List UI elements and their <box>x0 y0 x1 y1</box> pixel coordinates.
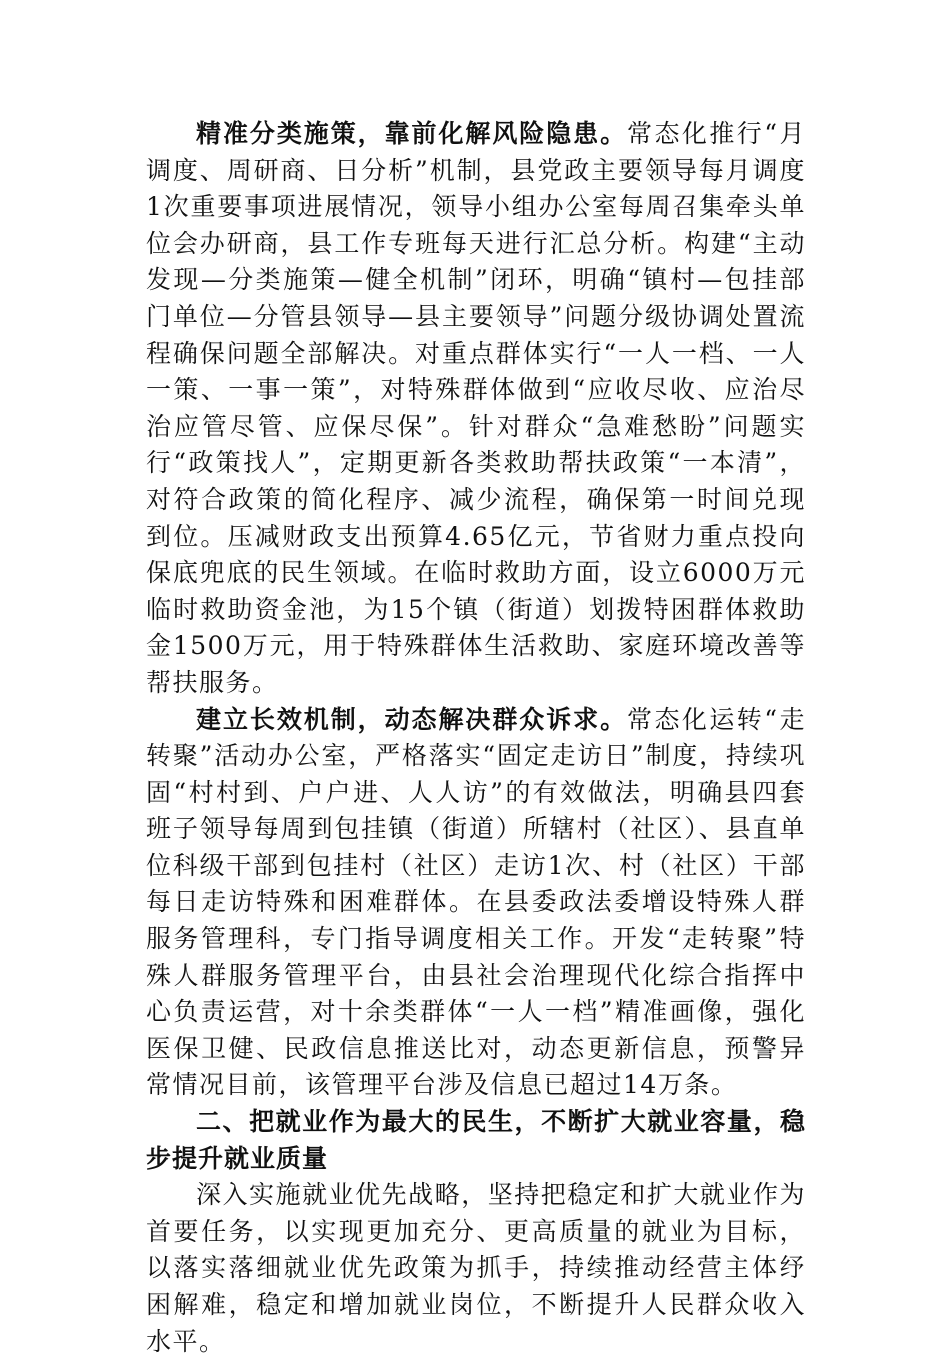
paragraph-employment: 深入实施就业优先战略，坚持把稳定和扩大就业作为首要任务，以实现更加充分、更高质量的就业为目标，以落实落细就业优先政策为抓手，持续推动经营主体纾困解难，稳定和增加就业岗位，不断提升人民群众收入水平。 <box>146 1180 806 1356</box>
paragraph-precise-policy <box>146 116 806 702</box>
document-page <box>146 116 806 1360</box>
section-heading: 二、把就业作为最大的民生，不断扩大就业容量，稳步提升就业质量 <box>146 1107 806 1173</box>
paragraph-body: 常态化推行“月调度、周研商、日分析”机制，县党政主要领导每月调度1次重要事项进展情况，领导小组办公室每周召集牵头单位会办研商，县工作专班每天进行汇总分析。构建“主动发现—分类施策—健全机制”闭环，明确“镇村—包挂部门单位—分管县领导—县主要领导”问题分级协调处置流程确保问题全部解决。对重点群体实行“一人一档、一人一策、一事一策”，对特殊群体做到“应收尽收、应治尽治应管尽管、应保尽保”。针对群众“急难愁盼”问题实行“政策找人”，定期更新各类救助帮扶政策“一本清”，对符合政策的简化程序、减少流程，确保第一时间兑现到位。压减财政支出预算4.65亿元，节省财力重点投向保底兜底的民生领域。在临时救助方面，设立6000万元临时救助资金池，为15个镇（街道）划拨特困群体救助金1500万元，用于特殊群体生活救助、家庭环境改善等帮扶服务。 <box>146 119 806 697</box>
paragraph-body: 常态化运转“走转聚”活动办公室，严格落实“固定走访日”制度，持续巩固“村村到、户户进、人人访”的有效做法，明确县四套班子领导每周到包挂镇（街道）所辖村（社区）、县直单位科级干部到包挂村（社区）走访1次、村（社区）干部每日走访特殊和困难群体。在县委政法委增设特殊人群服务管理科，专门指导调度相关工作。开发“走转聚”特殊人群服务管理平台，由县社会治理现代化综合指挥中心负责运营，对十余类群体“一人一档”精准画像，强化医保卫健、民政信息推送比对，动态更新信息，预警异常情况目前，该管理平台涉及信息已超过14万条。 <box>146 704 806 1100</box>
paragraph-lead: 精准分类施策，靠前化解风险隐患。 <box>196 119 628 148</box>
paragraph-long-term-mechanism <box>146 702 806 1105</box>
paragraph-lead: 建立长效机制，动态解决群众诉求。 <box>196 704 628 734</box>
